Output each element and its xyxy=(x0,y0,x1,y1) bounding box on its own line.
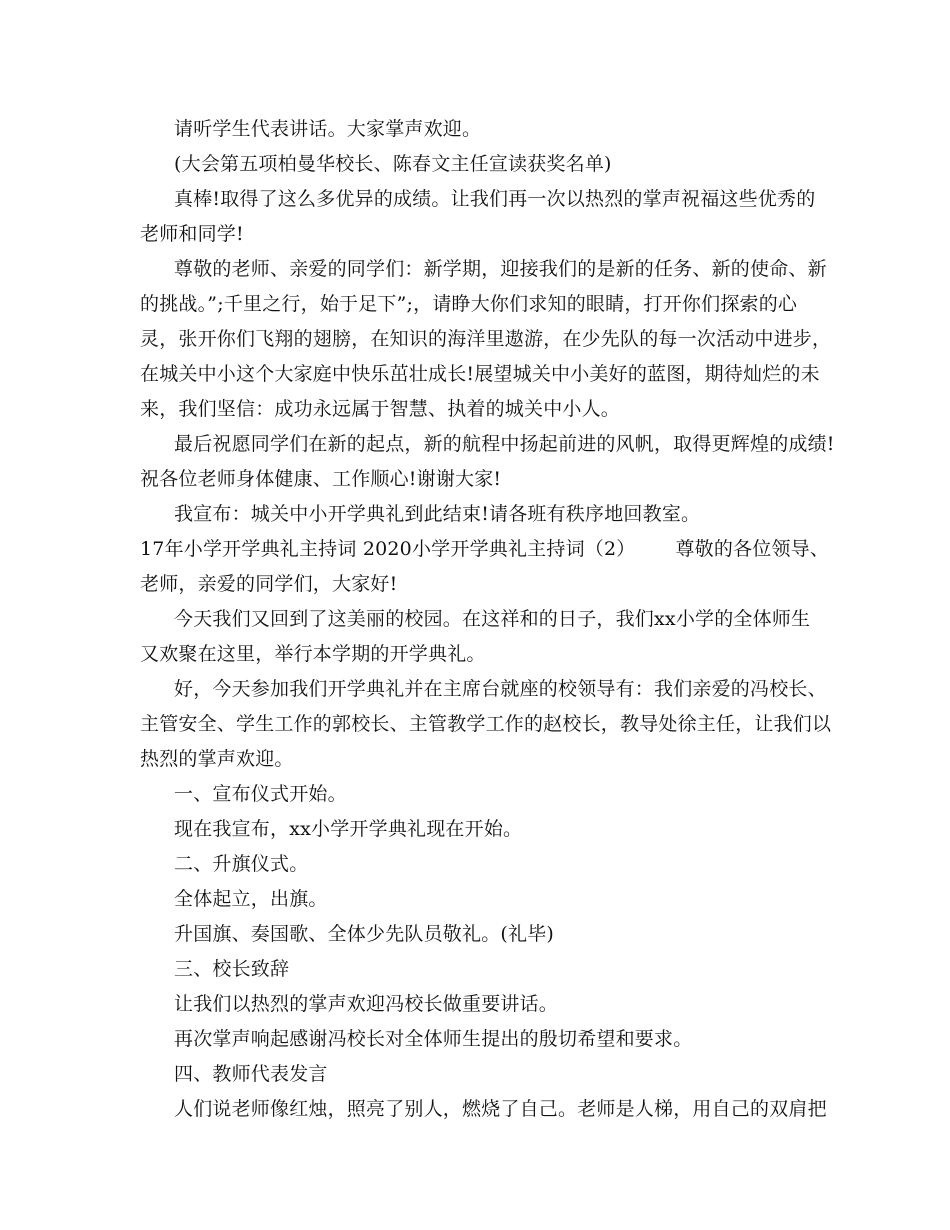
text-line: 全体起立，出旗。 xyxy=(174,888,328,910)
text-line: 二、升旗仪式。 xyxy=(174,853,309,875)
text-line: (大会第五项柏曼华校长、陈春文主任宣读获奖名单) xyxy=(174,153,612,175)
text-line: 尊敬的老师、亲爱的同学们：新学期，迎接我们的是新的任务、新的使命、新 xyxy=(174,258,827,280)
text-line: 老师和同学! xyxy=(140,223,244,245)
text-line: 现在我宣布，xx小学开学典礼现在开始。 xyxy=(174,818,523,840)
text-line: 灵，张开你们飞翔的翅膀，在知识的海洋里遨游，在少先队的每一次活动中进步， xyxy=(140,328,832,350)
section-heading: 17年小学开学典礼主持词 2020小学开学典礼主持词（2） xyxy=(140,538,636,560)
text-line: 祝各位老师身体健康、工作顺心!谢谢大家! xyxy=(140,468,502,490)
text-line: 真棒!取得了这么多优异的成绩。让我们再一次以热烈的掌声祝福这些优秀的 xyxy=(174,188,816,210)
text-line: 老师，亲爱的同学们，大家好! xyxy=(140,573,398,595)
text-line: 一、宣布仪式开始。 xyxy=(174,783,347,805)
text-line: 好，今天参加我们开学典礼并在主席台就座的校领导有：我们亲爱的冯校长、 xyxy=(174,678,827,700)
text-line: 今天我们又回到了这美丽的校园。在这祥和的日子，我们xx小学的全体师生 xyxy=(174,608,811,630)
text-line: 升国旗、奏国歌、全体少先队员敬礼。(礼毕) xyxy=(174,923,555,945)
text-line: 三、校长致辞 xyxy=(174,958,290,980)
text-line: 主管安全、学生工作的郭校长、主管教学工作的赵校长，教导处徐主任，让我们以 xyxy=(140,713,832,735)
text-line: 请听学生代表讲话。大家掌声欢迎。 xyxy=(174,118,482,140)
text-line: 的挑战。”;千里之行，始于足下”;，请睁大你们求知的眼睛，打开你们探索的心 xyxy=(140,293,798,315)
text-line: 人们说老师像红烛，照亮了别人，燃烧了自己。老师是人梯，用自己的双肩把 xyxy=(174,1098,827,1120)
text-line: 四、教师代表发言 xyxy=(174,1063,328,1085)
text-line: 热烈的掌声欢迎。 xyxy=(140,748,294,770)
section-heading-line xyxy=(140,534,829,564)
text-line: 又欢聚在这里，举行本学期的开学典礼。 xyxy=(140,643,486,665)
greeting-text: 尊敬的各位领导、 xyxy=(675,538,830,560)
text-line: 最后祝愿同学们在新的起点，新的航程中扬起前进的风帆，取得更辉煌的成绩! xyxy=(174,433,835,455)
text-line: 来，我们坚信：成功永远属于智慧、执着的城关中小人。 xyxy=(140,398,621,420)
text-line: 在城关中小这个大家庭中快乐茁壮成长!展望城关中小美好的蓝图，期待灿烂的未 xyxy=(140,363,820,385)
text-line: 我宣布：城关中小开学典礼到此结束!请各班有秩序地回教室。 xyxy=(174,503,701,525)
text-line: 再次掌声响起感谢冯校长对全体师生提出的殷切希望和要求。 xyxy=(174,1028,693,1050)
text-line: 让我们以热烈的掌声欢迎冯校长做重要讲话。 xyxy=(174,993,559,1015)
